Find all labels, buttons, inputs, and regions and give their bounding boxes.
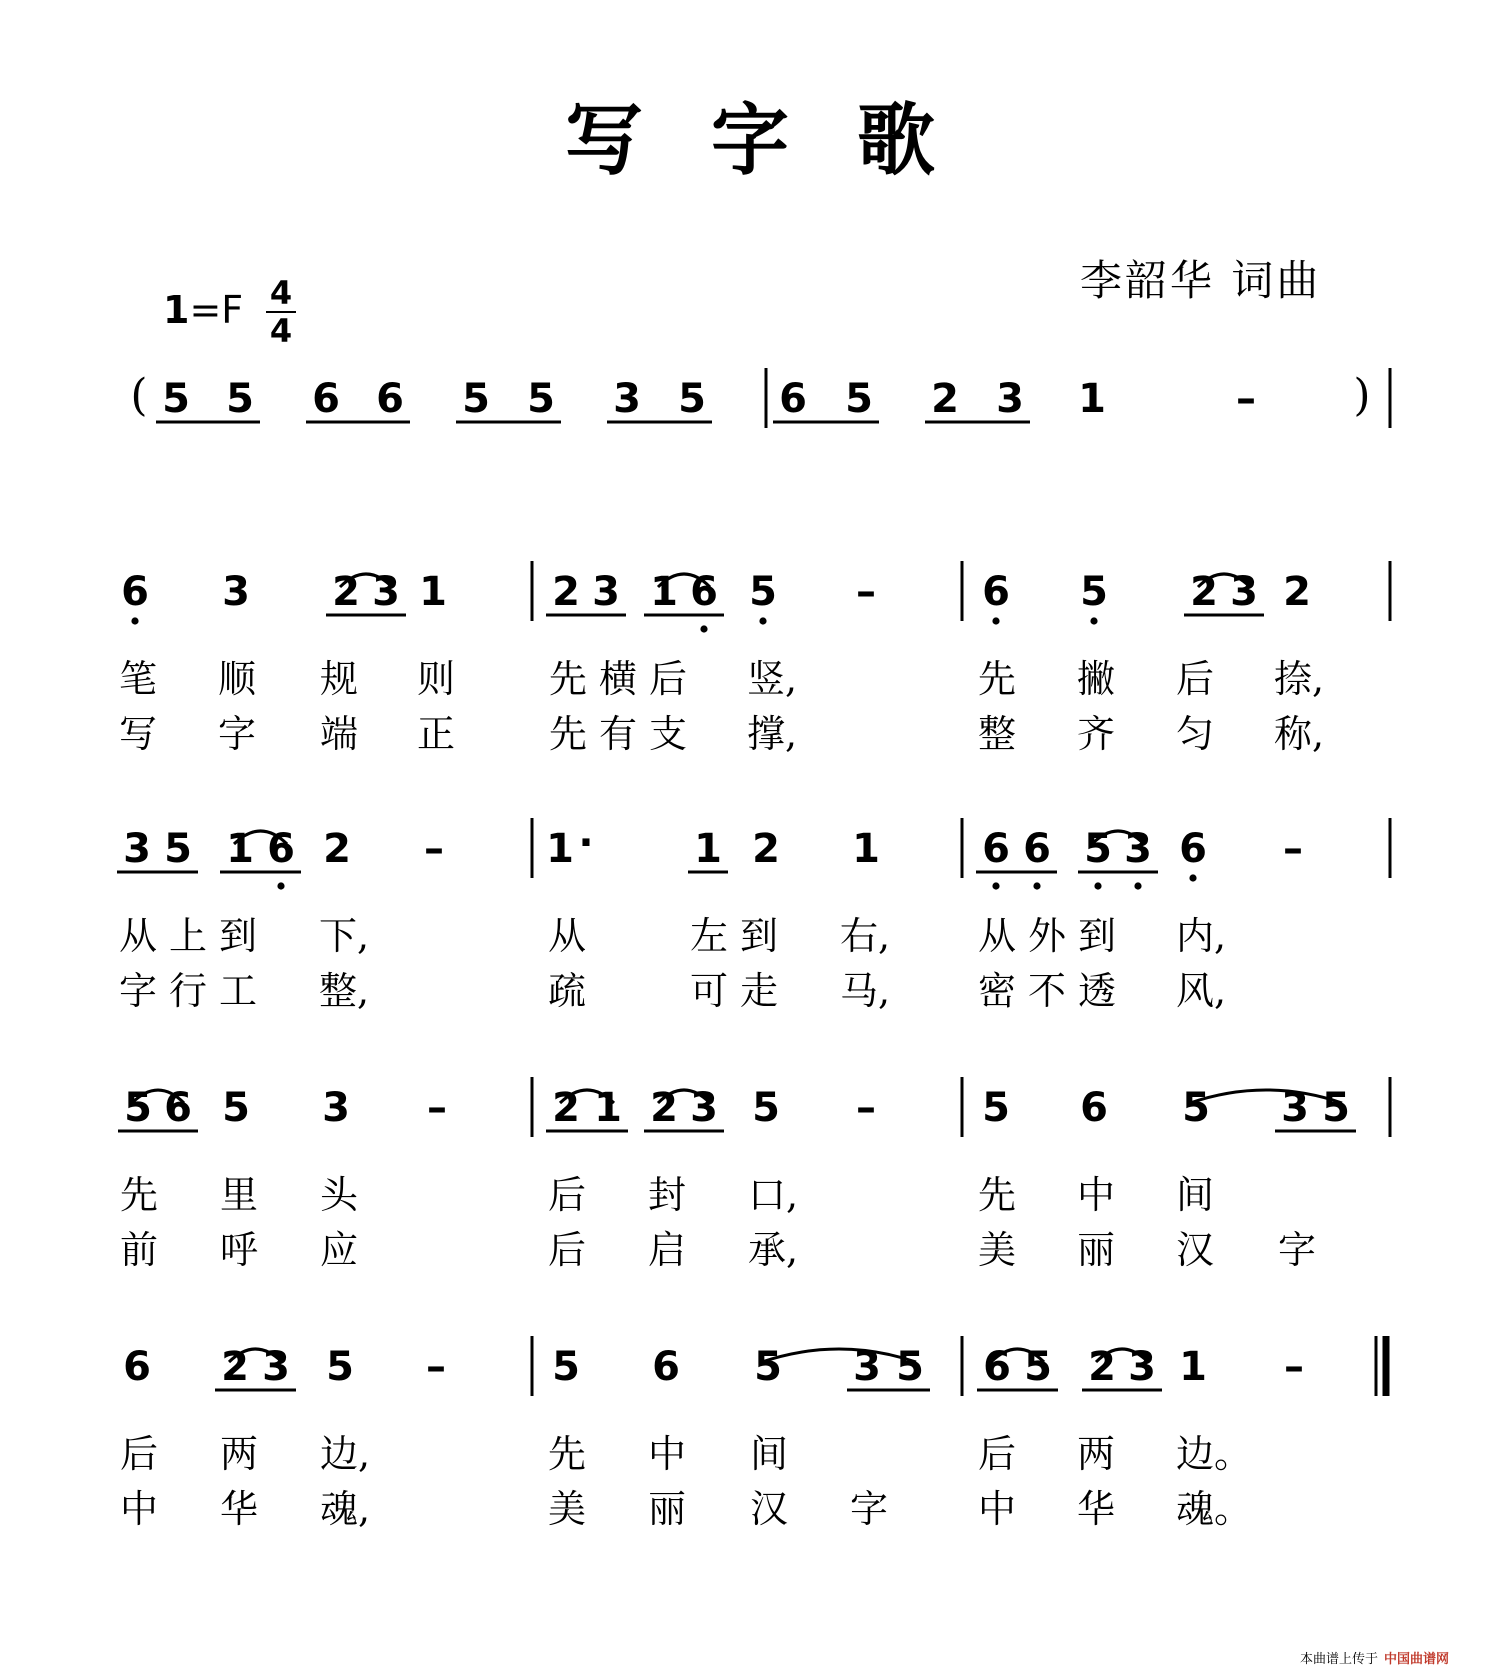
time-signature-top: 4 — [269, 274, 293, 312]
lyric-syllable: 下, — [319, 914, 370, 958]
note: 2 — [1088, 1344, 1116, 1390]
note: 1 — [1179, 1344, 1207, 1390]
lyric-syllable: 华 — [220, 1487, 259, 1531]
lyric-syllable: 透 — [1078, 969, 1117, 1013]
note: 3 — [1281, 1085, 1309, 1131]
lyric-syllable: 间 — [750, 1432, 789, 1476]
note: 5 — [845, 376, 873, 422]
dash-extension: – — [1283, 826, 1303, 872]
lyric-syllable: 先 — [549, 712, 588, 756]
tie-slur — [762, 1349, 916, 1362]
lyric-syllable: 头 — [320, 1173, 359, 1217]
note: 5 — [678, 376, 706, 422]
lyric-syllable: 则 — [417, 657, 456, 701]
lyric-syllable: 华 — [1077, 1487, 1116, 1531]
lyric-syllable: 汉 — [750, 1487, 789, 1531]
lyric-syllable: 从 — [978, 914, 1017, 958]
key-note: F — [221, 288, 244, 332]
dash-extension: – — [427, 1085, 447, 1131]
lyric-syllable: 有 — [599, 712, 638, 756]
lyric-syllable: 字 — [850, 1487, 889, 1531]
note: 1 — [594, 1085, 622, 1131]
lyric-syllable: 从 — [548, 914, 587, 958]
lyric-syllable: 到 — [1078, 914, 1117, 958]
note: 3 — [1124, 826, 1152, 872]
note: 6 — [1080, 1085, 1108, 1131]
note: 2 — [221, 1344, 249, 1390]
lyric-syllable: 横 — [599, 657, 638, 701]
note: 6 — [983, 1344, 1011, 1390]
note: 5 — [1024, 1344, 1052, 1390]
lyric-syllable: 整, — [319, 969, 370, 1013]
octave-dot — [992, 617, 999, 624]
lyric-syllable: 魂, — [320, 1487, 371, 1531]
lyric-syllable: 上 — [169, 914, 208, 958]
note: 3 — [690, 1085, 718, 1131]
octave-dot — [277, 882, 284, 889]
note: 3 — [613, 376, 641, 422]
note: 1 — [546, 826, 574, 872]
note: 6 — [121, 569, 149, 615]
note: 6 — [312, 376, 340, 422]
watermark-text: 本曲谱上传于 — [1300, 1652, 1379, 1667]
dash-extension: – — [424, 826, 444, 872]
lyric-syllable: 字 — [119, 969, 158, 1013]
note: 3 — [123, 826, 151, 872]
prelude-close-paren: ) — [1353, 370, 1371, 421]
dash-extension: – — [1236, 376, 1256, 422]
note: 1 — [852, 826, 880, 872]
lyric-syllable: 呼 — [220, 1228, 259, 1272]
note: 6 — [1179, 826, 1207, 872]
note: 6 — [267, 826, 295, 872]
dash-extension: – — [856, 569, 876, 615]
lyric-syllable: 封 — [648, 1173, 687, 1217]
dash-extension: – — [1284, 1344, 1304, 1390]
note: 5 — [222, 1085, 250, 1131]
lyric-syllable: 外 — [1028, 914, 1067, 958]
lyric-syllable: 字 — [218, 712, 257, 756]
note: 5 — [226, 376, 254, 422]
lyric-syllable: 右, — [840, 914, 891, 958]
watermark — [1300, 1648, 1449, 1667]
octave-dot — [700, 625, 707, 632]
lyric-syllable: 马, — [840, 969, 891, 1013]
note: 6 — [982, 569, 1010, 615]
lyric-syllable: 匀 — [1176, 712, 1215, 756]
note: 6 — [690, 569, 718, 615]
note: 5 — [164, 826, 192, 872]
note: 3 — [222, 569, 250, 615]
note: 3 — [853, 1344, 881, 1390]
note: 5 — [326, 1344, 354, 1390]
octave-dot — [1189, 874, 1196, 881]
note: 1 — [1078, 376, 1106, 422]
lyric-syllable: 捺, — [1274, 657, 1325, 701]
note: 3 — [1230, 569, 1258, 615]
lyric-syllable: 口, — [748, 1173, 799, 1217]
note: 5 — [124, 1085, 152, 1131]
lyric-syllable: 规 — [320, 657, 359, 701]
dash-extension: – — [856, 1085, 876, 1131]
lyric-syllable: 工 — [219, 969, 258, 1013]
lyric-syllable: 撇 — [1077, 657, 1116, 701]
lyric-syllable: 整 — [978, 712, 1017, 756]
note: 1 — [226, 826, 254, 872]
lyric-syllable: 后 — [120, 1432, 159, 1476]
lyric-syllable: 端 — [320, 712, 359, 756]
note: 6 — [123, 1344, 151, 1390]
lyric-syllable: 承, — [748, 1228, 799, 1272]
octave-dot — [131, 617, 138, 624]
lyric-syllable: 边, — [320, 1432, 371, 1476]
lyric-syllable: 丽 — [648, 1487, 687, 1531]
note: 2 — [931, 376, 959, 422]
lyric-syllable: 后 — [978, 1432, 1017, 1476]
key-tonic-number: 1 — [163, 288, 190, 332]
octave-dot — [992, 882, 999, 889]
lyric-syllable: 写 — [119, 712, 158, 756]
lyric-syllable: 丽 — [1077, 1228, 1116, 1272]
note: 6 — [652, 1344, 680, 1390]
note: 6 — [1023, 826, 1051, 872]
lyric-syllable: 两 — [220, 1432, 259, 1476]
lyric-syllable: 先 — [120, 1173, 159, 1217]
lyric-syllable: 到 — [740, 914, 779, 958]
note: 5 — [754, 1344, 782, 1390]
lyric-syllable: 美 — [978, 1228, 1017, 1272]
lyric-syllable: 到 — [219, 914, 258, 958]
lyric-syllable: 两 — [1077, 1432, 1116, 1476]
lyric-syllable: 风, — [1176, 969, 1227, 1013]
lyric-syllable: 应 — [320, 1228, 359, 1272]
lyric-syllable: 启 — [648, 1228, 687, 1272]
note: 2 — [752, 826, 780, 872]
lyric-syllable: 齐 — [1077, 712, 1116, 756]
lyric-syllable: 后 — [548, 1173, 587, 1217]
note: 6 — [376, 376, 404, 422]
note: 2 — [332, 569, 360, 615]
note: 1 — [694, 826, 722, 872]
note: 6 — [982, 826, 1010, 872]
lyric-syllable: 中 — [1077, 1173, 1116, 1217]
lyric-syllable: 先 — [549, 657, 588, 701]
note: 3 — [1128, 1344, 1156, 1390]
lyric-syllable: 笔 — [119, 657, 158, 701]
note: 6 — [164, 1085, 192, 1131]
lyric-syllable: 撑, — [747, 712, 798, 756]
lyric-syllable: 美 — [548, 1487, 587, 1531]
composer-credit: 李韶华 词曲 — [1080, 256, 1322, 305]
note: 2 — [650, 1085, 678, 1131]
note: 5 — [1322, 1085, 1350, 1131]
lyric-syllable: 里 — [220, 1173, 259, 1217]
note: 2 — [1283, 569, 1311, 615]
note: 5 — [162, 376, 190, 422]
note: 1 — [650, 569, 678, 615]
tie-slur — [1190, 1090, 1342, 1103]
lyric-syllable: 疏 — [548, 969, 587, 1013]
note: 3 — [996, 376, 1024, 422]
lyric-syllable: 中 — [978, 1487, 1017, 1531]
note: 2 — [552, 569, 580, 615]
lyric-syllable: 先 — [978, 1173, 1017, 1217]
lyric-syllable: 内, — [1176, 914, 1227, 958]
lyric-syllable: 顺 — [218, 657, 257, 701]
note: 2 — [552, 1085, 580, 1131]
lyric-syllable: 汉 — [1176, 1228, 1215, 1272]
lyric-syllable: 中 — [648, 1432, 687, 1476]
lyric-syllable: 走 — [740, 969, 779, 1013]
time-signature-bottom: 4 — [269, 312, 293, 350]
note: 5 — [1080, 569, 1108, 615]
dash-extension: – — [426, 1344, 446, 1390]
song-title: 写字歌 — [564, 95, 1003, 186]
note: 3 — [592, 569, 620, 615]
lyric-syllable: 不 — [1028, 969, 1067, 1013]
lyric-syllable: 先 — [548, 1432, 587, 1476]
lyric-syllable: 左 — [690, 914, 729, 958]
note: 3 — [262, 1344, 290, 1390]
lyric-syllable: 竖, — [747, 657, 798, 701]
note: 2 — [323, 826, 351, 872]
lyric-syllable: 从 — [119, 914, 158, 958]
lyric-syllable: 正 — [417, 712, 456, 756]
lyric-syllable: 后 — [548, 1228, 587, 1272]
octave-dot — [1094, 882, 1101, 889]
lyric-syllable: 行 — [169, 969, 208, 1013]
note: 5 — [462, 376, 490, 422]
note: 5 — [749, 569, 777, 615]
note: 5 — [1084, 826, 1112, 872]
note: 5 — [982, 1085, 1010, 1131]
note: 3 — [322, 1085, 350, 1131]
lyric-syllable: 先 — [978, 657, 1017, 701]
octave-dot — [1134, 882, 1141, 889]
note: 3 — [372, 569, 400, 615]
lyric-syllable: 魂。 — [1176, 1487, 1253, 1531]
lyric-syllable: 中 — [120, 1487, 159, 1531]
watermark-site-logo: 中国曲谱网 — [1384, 1652, 1450, 1667]
lyric-syllable: 前 — [120, 1228, 159, 1272]
note: 6 — [779, 376, 807, 422]
lyric-syllable: 边。 — [1176, 1432, 1253, 1476]
lyric-syllable: 后 — [1176, 657, 1215, 701]
note: 5 — [552, 1344, 580, 1390]
note: 5 — [896, 1344, 924, 1390]
octave-dot — [1033, 882, 1040, 889]
note: 5 — [1182, 1085, 1210, 1131]
lyric-syllable: 密 — [978, 969, 1017, 1013]
lyric-syllable: 间 — [1176, 1173, 1215, 1217]
octave-dot — [1090, 617, 1097, 624]
note: 2 — [1190, 569, 1218, 615]
augmentation-dot: · — [578, 820, 594, 866]
lyric-syllable: 后 — [649, 657, 688, 701]
prelude-open-paren: ( — [130, 370, 148, 421]
lyric-syllable: 称, — [1274, 712, 1325, 756]
lyric-syllable: 可 — [690, 969, 729, 1013]
lyric-syllable: 字 — [1278, 1228, 1317, 1272]
note: 5 — [527, 376, 555, 422]
octave-dot — [759, 617, 766, 624]
lyric-syllable: 支 — [649, 712, 688, 756]
note: 5 — [752, 1085, 780, 1131]
note: 1 — [419, 569, 447, 615]
key-equals: = — [189, 288, 222, 332]
